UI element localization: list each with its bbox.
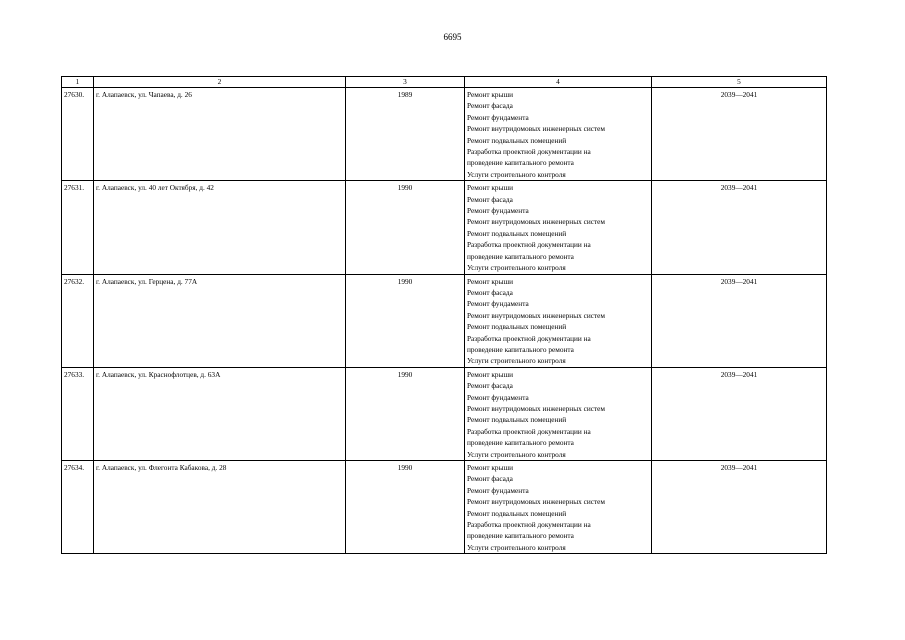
table-row xyxy=(62,88,827,181)
row-number: 27630. xyxy=(62,88,94,181)
work-item: проведение капитального ремонта xyxy=(467,158,574,168)
work-item: Ремонт фундамента xyxy=(467,299,529,309)
work-item: Разработка проектной документации на xyxy=(467,333,591,343)
work-item: Ремонт крыши xyxy=(467,369,514,379)
row-works xyxy=(465,367,652,460)
row-number: 27633. xyxy=(62,367,94,460)
work-item: Ремонт внутридомовых инженерных систем xyxy=(467,124,606,134)
work-item: Ремонт крыши xyxy=(467,276,514,286)
column-header-4: 4 xyxy=(465,77,652,88)
work-item: проведение капитального ремонта xyxy=(467,251,574,261)
work-item: Ремонт фасада xyxy=(467,101,513,111)
work-item: Ремонт крыши xyxy=(467,183,514,193)
column-header-2: 2 xyxy=(94,77,346,88)
column-header-5: 5 xyxy=(652,77,827,88)
work-item: Услуги строительного контроля xyxy=(467,542,566,552)
row-year: 1989 xyxy=(346,88,465,181)
row-year: 1990 xyxy=(346,461,465,554)
work-item: проведение капитального ремонта xyxy=(467,438,574,448)
row-works xyxy=(465,461,652,554)
row-year: 1990 xyxy=(346,274,465,367)
work-item: Ремонт фасада xyxy=(467,474,513,484)
table-row xyxy=(62,274,827,367)
row-number: 27631. xyxy=(62,181,94,274)
row-address: г. Алапаевск, ул. Герцена, д. 77А xyxy=(94,274,346,367)
table-row xyxy=(62,181,827,274)
work-item: Ремонт фасада xyxy=(467,381,513,391)
row-period: 2039—2041 xyxy=(652,367,827,460)
work-item: Ремонт фундамента xyxy=(467,206,529,216)
work-item: Разработка проектной документации на xyxy=(467,240,591,250)
row-number: 27632. xyxy=(62,274,94,367)
row-year: 1990 xyxy=(346,181,465,274)
page-number: 6695 xyxy=(443,32,462,42)
row-works xyxy=(465,181,652,274)
row-period: 2039—2041 xyxy=(652,461,827,554)
table-row xyxy=(62,367,827,460)
row-period: 2039—2041 xyxy=(652,88,827,181)
column-header-3: 3 xyxy=(346,77,465,88)
column-header-1: 1 xyxy=(62,77,94,88)
table-body xyxy=(62,88,827,554)
row-works xyxy=(465,88,652,181)
work-item: Разработка проектной документации на xyxy=(467,426,591,436)
work-item: Ремонт подвальных помещений xyxy=(467,135,567,145)
work-item: Ремонт фундамента xyxy=(467,112,529,122)
work-item: Ремонт фасада xyxy=(467,194,513,204)
work-item: Ремонт фундамента xyxy=(467,485,529,495)
table-row xyxy=(62,461,827,554)
work-item: Ремонт крыши xyxy=(467,463,514,472)
work-item: Разработка проектной документации на xyxy=(467,147,591,157)
work-item: проведение капитального ремонта xyxy=(467,531,574,541)
row-works xyxy=(465,274,652,367)
table-header xyxy=(62,77,827,88)
row-period: 2039—2041 xyxy=(652,274,827,367)
work-item: Ремонт подвальных помещений xyxy=(467,415,567,425)
work-item: Разработка проектной документации на xyxy=(467,520,591,530)
work-item: Услуги строительного контроля xyxy=(467,169,566,179)
work-item: Ремонт подвальных помещений xyxy=(467,508,567,518)
row-period: 2039—2041 xyxy=(652,181,827,274)
work-item: Ремонт фасада xyxy=(467,287,513,297)
work-item: Услуги строительного контроля xyxy=(467,263,566,273)
work-item: Ремонт крыши xyxy=(467,90,514,99)
work-item: Ремонт внутридомовых инженерных систем xyxy=(467,403,606,413)
work-item: Услуги строительного контроля xyxy=(467,356,566,366)
work-item: Ремонт внутридомовых инженерных систем xyxy=(467,497,606,507)
work-item: Ремонт фундамента xyxy=(467,392,529,402)
row-address: г. Алапаевск, ул. Чапаева, д. 26 xyxy=(94,88,346,181)
header-row xyxy=(62,77,827,88)
work-item: проведение капитального ремонта xyxy=(467,344,574,354)
row-address: г. Алапаевск, ул. Краснофлотцев, д. 63А xyxy=(94,367,346,460)
work-item: Услуги строительного контроля xyxy=(467,449,566,459)
work-item: Ремонт внутридомовых инженерных систем xyxy=(467,217,606,227)
work-item: Ремонт подвальных помещений xyxy=(467,322,567,332)
row-address: г. Алапаевск, ул. Флегонта Кабакова, д. 28 xyxy=(94,461,346,554)
work-item: Ремонт подвальных помещений xyxy=(467,228,567,238)
row-year: 1990 xyxy=(346,367,465,460)
row-address: г. Алапаевск, ул. 40 лет Октября, д. 42 xyxy=(94,181,346,274)
work-item: Ремонт внутридомовых инженерных систем xyxy=(467,310,606,320)
repair-schedule-table xyxy=(61,76,827,554)
row-number: 27634. xyxy=(62,461,94,554)
